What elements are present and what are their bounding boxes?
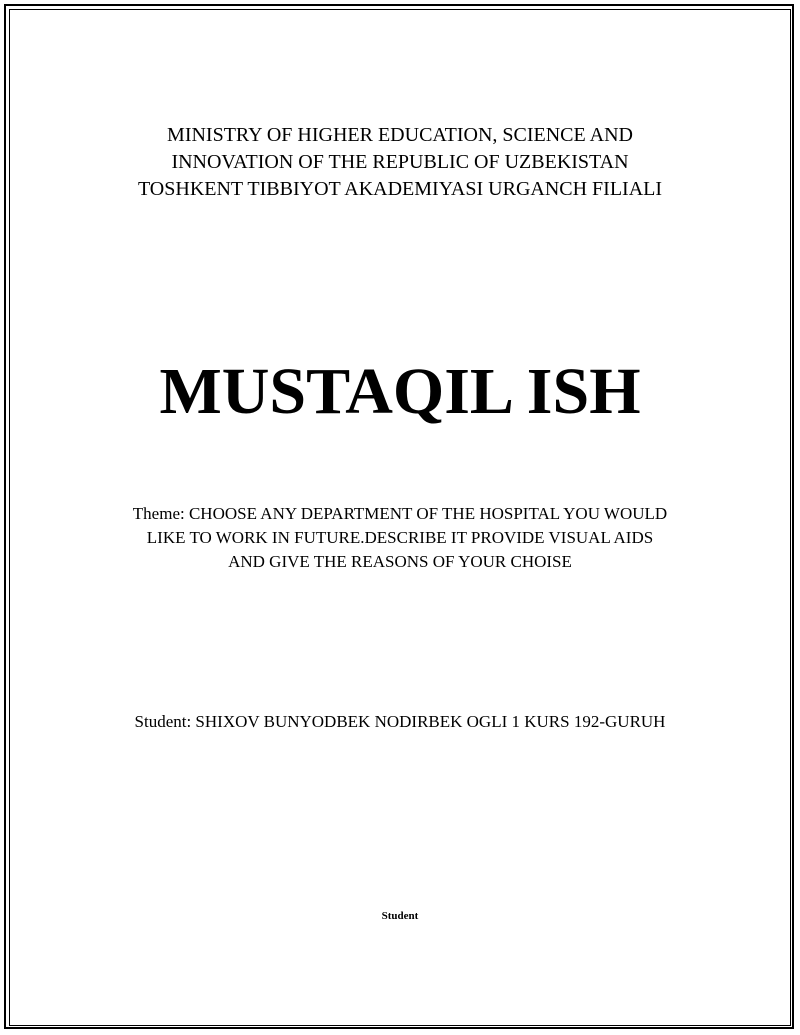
document-title: MUSTAQIL ISH	[159, 355, 641, 428]
header-line-2: INNOVATION OF THE REPUBLIC OF UZBEKISTAN	[171, 151, 629, 173]
footer-label: Student	[381, 910, 419, 922]
theme-text: Theme: CHOOSE ANY DEPARTMENT OF THE HOSPITAL YOU WOULD LIKE TO WORK IN FUTURE.DESCRIBE IT PROVIDE VISUAL AIDS AND GIVE THE REASONS OF YOUR CHOISE	[132, 504, 668, 571]
student-info: Student: SHIXOV BUNYODBEK NODIRBEK OGLI 1 KURS 192-GURUH	[134, 712, 666, 731]
institution-header	[0, 122, 800, 203]
header-line-3: TOSHKENT TIBBIYOT AKADEMIYASI URGANCH FILIALI	[137, 178, 663, 200]
header-line-1: MINISTRY OF HIGHER EDUCATION, SCIENCE AND	[167, 124, 633, 146]
